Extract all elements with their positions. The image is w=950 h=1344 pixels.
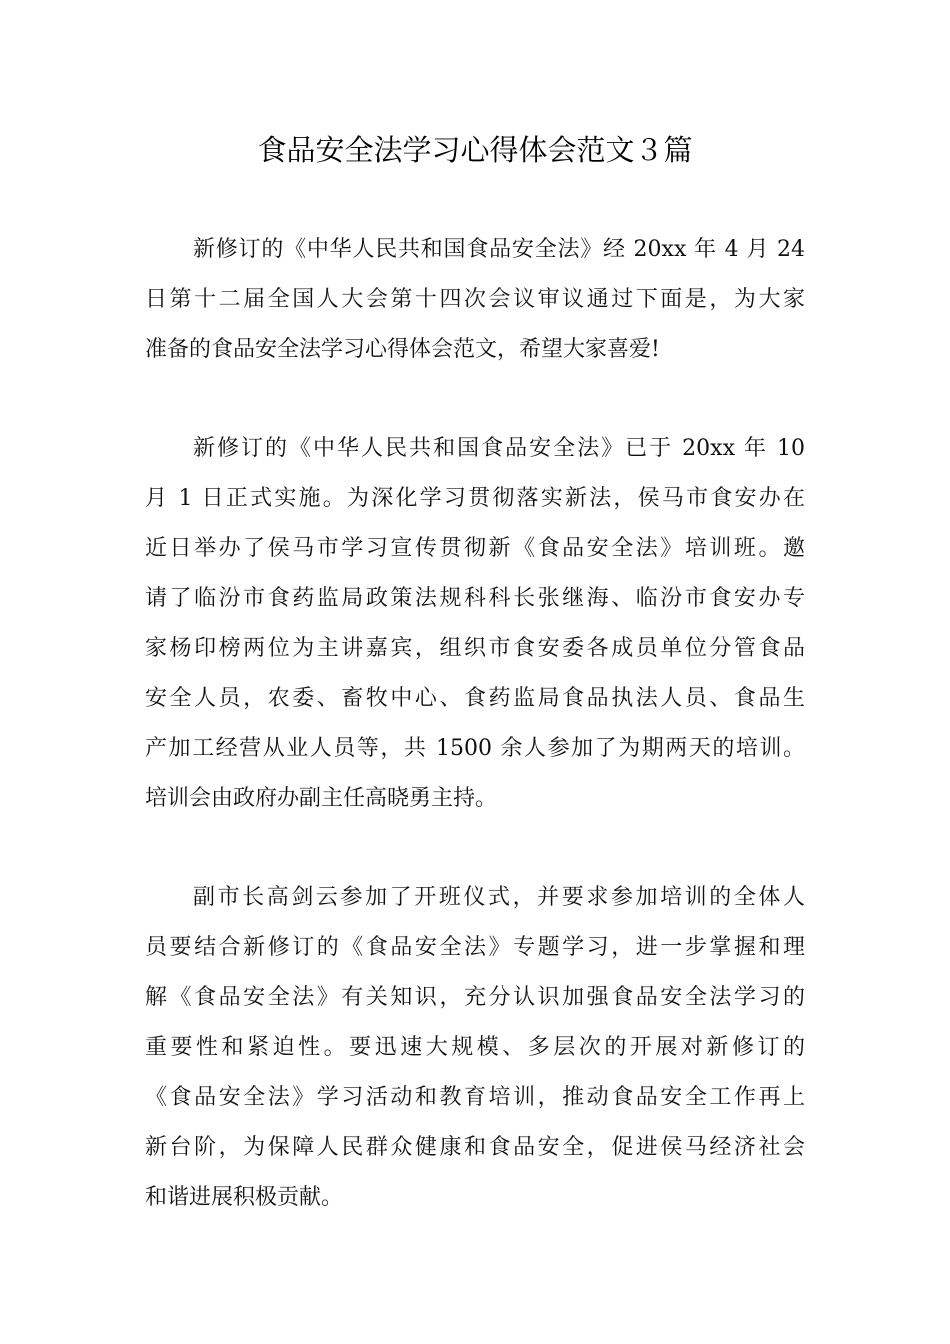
paragraph-line: 月 1 日正式实施。为深化学习贯彻落实新法，侯马市食安办在 [145,486,805,511]
paragraph-line: 和谐进展积极贡献。 [145,1185,344,1210]
paragraph-line: 重要性和紧迫性。要迅速大规模、多层次的开展对新修订的 [145,1035,805,1060]
paragraph-line: 产加工经营从业人员等，共 1500 余人参加了为期两天的培训。 [145,736,805,761]
paragraph-line: 《食品安全法》学习活动和教育培训，推动食品安全工作再上 [145,1085,805,1110]
paragraph-line: 培训会由政府办副主任高晓勇主持。 [145,786,498,811]
paragraph-line: 日第十二届全国人大会第十四次会议审议通过下面是，为大家 [145,287,805,312]
paragraph-line: 新修订的《中华人民共和国食品安全法》已于 20xx 年 10 [193,436,805,461]
paragraph-line: 近日举办了侯马市学习宣传贯彻新《食品安全法》培训班。邀 [145,536,805,561]
paragraph-line: 安全人员，农委、畜牧中心、食药监局食品执法人员、食品生 [145,686,805,711]
paragraph-training-event [145,424,805,824]
paragraph-line: 解《食品安全法》有关知识，充分认识加强食品安全法学习的 [145,985,805,1010]
document-title: 食品安全法学习心得体会范文３篇 [257,133,693,167]
paragraph-line: 家杨印榜两位为主讲嘉宾，组织市食安委各成员单位分管食品 [145,636,805,661]
paragraph-opening-ceremony [145,873,805,1223]
paragraph-line: 新修订的《中华人民共和国食品安全法》经 20xx 年 4 月 24 [193,237,805,262]
paragraph-line: 准备的食品安全法学习心得体会范文，希望大家喜爱! [145,337,660,362]
paragraph-line: 副市长高剑云参加了开班仪式，并要求参加培训的全体人 [193,885,805,910]
paragraph-intro [145,225,805,375]
paragraph-line: 员要结合新修订的《食品安全法》专题学习，进一步掌握和理 [145,935,805,960]
paragraph-line: 请了临汾市食药监局政策法规科科长张继海、临汾市食安办专 [145,586,805,611]
paragraph-line: 新台阶，为保障人民群众健康和食品安全，促进侯马经济社会 [145,1135,805,1160]
